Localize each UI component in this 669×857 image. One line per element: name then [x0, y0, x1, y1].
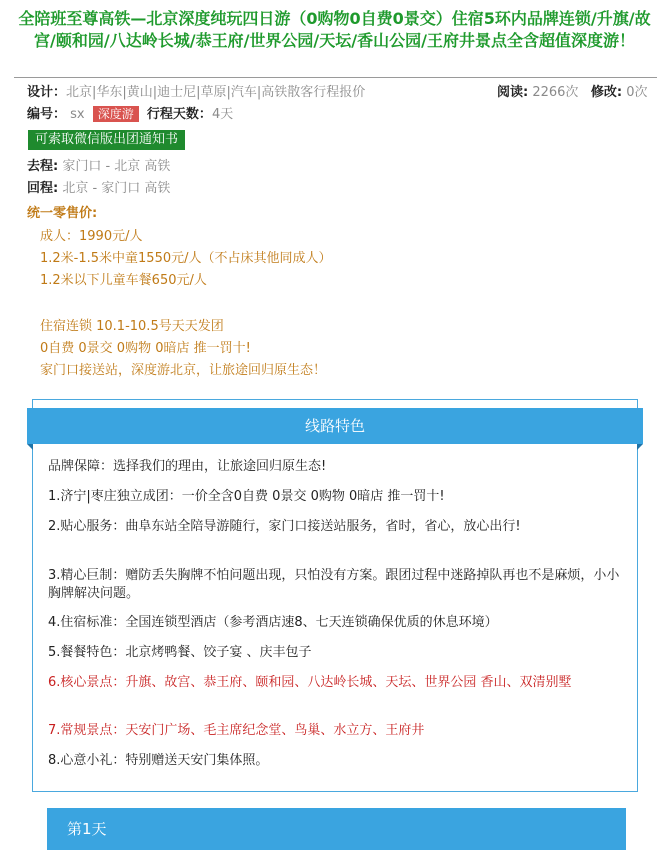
feature-item: 品牌保障：选择我们的理由，让旅途回归原生态! — [48, 459, 327, 474]
feature-item: 8.心意小礼：特别赠送天安门集体照。 — [48, 753, 269, 768]
price-child-mid: 1.2米-1.5米中童1550元/人（不占床其他同成人） — [40, 251, 332, 266]
price-child-small: 1.2米以下儿童车餐650元/人 — [40, 273, 207, 288]
design-value: 北京|华东|黄山|迪士尼|草原|汽车|高铁散客行程报价 — [66, 85, 366, 100]
feature-item: 1.济宁|枣庄独立成团：一价全含0自费 0景交 0购物 0暗店 推一罚十! — [48, 489, 445, 504]
price-adult: 成人：1990元/人 — [40, 229, 143, 244]
feature-item-core-sights: 6.核心景点：升旗、故宫、恭王府、颐和园、八达岭长城、天坛、世界公园 香山、双清别墅 — [48, 675, 572, 690]
departure-note: 住宿连锁 10.1-10.5号天天发团 — [40, 319, 224, 334]
read-label: 阅读: — [497, 85, 529, 100]
pickup-note: 家门口接送站，深度游北京，让旅途回归原生态！ — [40, 363, 327, 378]
meta-row-design — [27, 84, 648, 102]
code-label: 编号： — [27, 107, 67, 122]
outbound-label: 去程: — [27, 159, 59, 174]
category-tag[interactable]: 深度游 — [93, 106, 139, 122]
price-heading: 统一零售价: — [27, 206, 98, 221]
feature-item: 5.餐餐特色：北京烤鸭餐、饺子宴 、庆丰包子 — [48, 645, 312, 660]
days-label: 行程天数： — [146, 107, 212, 122]
return-row — [27, 180, 170, 198]
design-label: 设计： — [27, 85, 67, 100]
days-value: 4天 — [211, 107, 234, 122]
read-count: 2266次 — [532, 85, 579, 100]
return-label: 回程: — [27, 181, 59, 196]
outbound-row — [27, 158, 170, 176]
feature-item: 3.精心巨制：赠防丢失胸牌不怕问题出现，只怕没有方案。跟团过程中迷路掉队再也不是麻烦，小小胸牌解决问题。 — [48, 568, 620, 601]
meta-row-code — [27, 106, 233, 124]
no-shopping-note: 0自费 0景交 0购物 0暗店 推一罚十! — [40, 341, 251, 356]
code-value: sx — [70, 107, 85, 122]
stats — [497, 84, 647, 102]
modify-count: 0次 — [626, 85, 648, 100]
feature-item: 4.住宿标准：全国连锁型酒店（参考酒店速8、七天连锁确保优质的休息环境） — [48, 615, 498, 630]
page-title: 全陪班至尊高铁—北京深度纯玩四日游（0购物0自费0景交）住宿5环内品牌连锁/升旗/故宫/颐和园/八达岭长城/恭王府/世界公园/天坛/香山公园/王府井景点全含超值深度游！ — [18, 9, 651, 50]
feature-item-regular-sights: 7.常规景点：天安门广场、毛主席纪念堂、鸟巢、水立方、王府井 — [48, 723, 425, 738]
features-heading: 线路特色 — [27, 408, 643, 444]
feature-item: 2.贴心服务：曲阜东站全陪导游随行，家门口接送站服务，省时，省心，放心出行! — [48, 519, 521, 534]
return-value: 北京 - 家门口 高铁 — [62, 181, 171, 196]
wechat-notice-button[interactable]: 可索取微信版出团通知书 — [28, 130, 185, 150]
title-divider — [14, 77, 657, 78]
day-1-header[interactable]: 第1天 — [47, 808, 626, 850]
modify-label: 修改: — [590, 85, 623, 100]
outbound-value: 家门口 - 北京 高铁 — [62, 159, 171, 174]
